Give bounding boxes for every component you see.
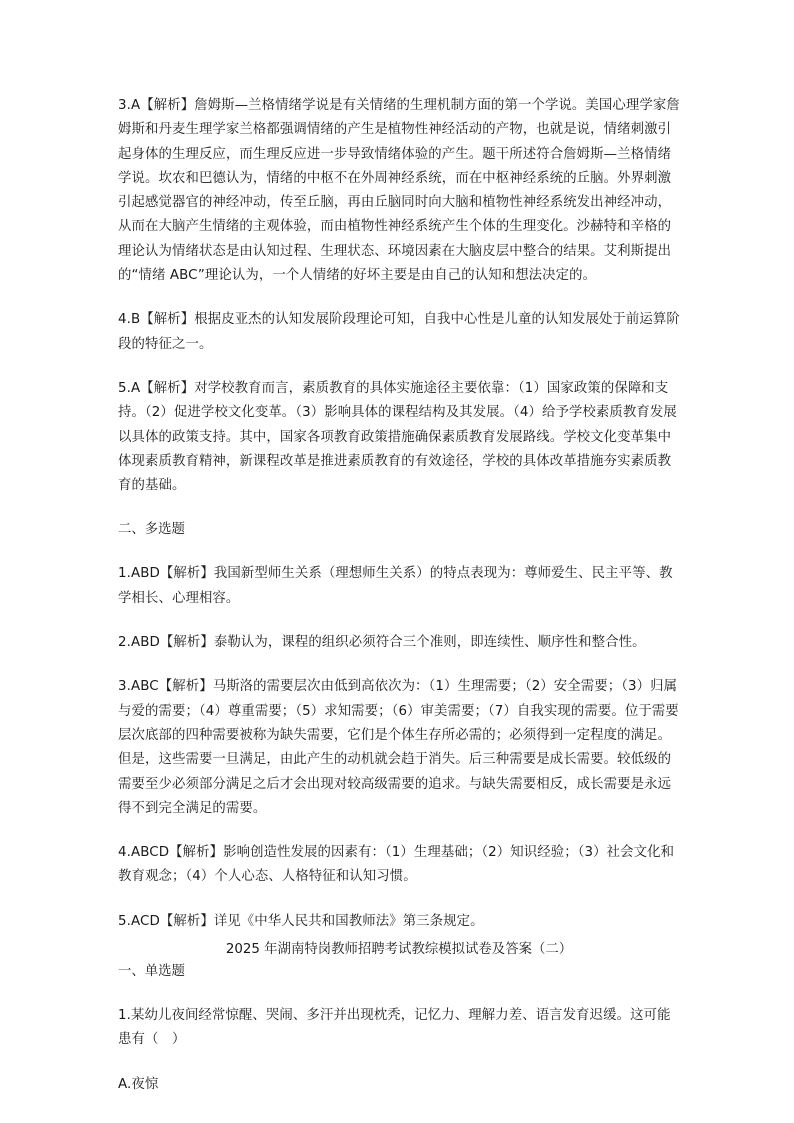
document-page (118, 94, 680, 1117)
multi-answer-5: 5.ACD【解析】详见《中华人民共和国教师法》第三条规定。 (118, 913, 484, 929)
document-title: 2025 年湖南特岗教师招聘考试教综模拟试卷及答案（二） (225, 942, 573, 958)
answer-4: 4.B【解析】根据皮亚杰的认知发展阶段理论可知，自我中心性是儿童的认知发展处于前运算阶段的特征之一。 (118, 312, 680, 352)
multi-answer-3: 3.ABC【解析】马斯洛的需要层次由低到高依次为：（1）生理需要；（2）安全需要；（3）归属与爱的需要；（4）尊重需要；（5）求知需要；（6）审美需要；（7）自我实现的需要。位于需要层次底部的四种需要被称为缺失需要，它们是个体生存所必需的；必须得到一定程度的满足。但是，这些需要一旦满足，由此产生的动机就会趋于消失。后三种需要是成长需要。较低级的需要至少必须部分满足之后才会出现对较高级需要的追求。与缺失需要相反，成长需要是永远得不到完全满足的需要。 (118, 679, 679, 816)
multi-answer-1: 1.ABD【解析】我国新型师生关系（理想师生关系）的特点表现为：尊师爱生、民主平等、教学相长、心理相容。 (118, 566, 673, 606)
multi-answer-4: 4.ABCD【解析】影响创造性发展的因素有：（1）生理基础；（2）知识经验；（3）社会文化和教育观念；（4）个人心态、人格特征和认知习惯。 (118, 845, 675, 885)
question-1-option-a: A.夜惊 (118, 1076, 159, 1092)
answer-3: 3.A【解析】詹姆斯—兰格情绪学说是有关情绪的生理机制方面的第一个学说。美国心理学家詹姆斯和丹麦生理学家兰格都强调情绪的产生是植物性神经活动的产物，也就是说，情绪刺激引起身体的生理反应，而生理反应进一步导致情绪体验的产生。题干所述符合詹姆斯—兰格情绪学说。坎农和巴德认为，情绪的中枢不在外周神经系统，而在中枢神经系统的丘脑。外界刺激引起感觉器官的神经冲动，传至丘脑，再由丘脑同时向大脑和植物性神经系统发出神经冲动，从而在大脑产生情绪的主观体验，而由植物性神经系统产生个体的生理变化。沙赫特和辛格的理论认为情绪状态是由认知过程、生理状态、环境因素在大脑皮层中整合的结果。艾利斯提出的“情绪 ABC”理论认为，一个人情绪的好坏主要是由自己的认知和想法决定的。 (118, 98, 680, 284)
section-heading-multiple-choice: 二、多选题 (118, 522, 185, 538)
answer-5: 5.A【解析】对学校教育而言，素质教育的具体实施途径主要依靠：（1）国家政策的保障和支持。（2）促进学校文化变革。（3）影响具体的课程结构及其发展。（4）给予学校素质教育发展以具体的政策支持。其中，国家各项教育政策措施确保素质教育发展路线。学校文化变革集中体现素质教育精神，新课程改革是推进素质教育的有效途径，学校的具体改革措施夯实素质教育的基础。 (118, 380, 677, 494)
question-1: 1.某幼儿夜间经常惊醒、哭闹、多汗并出现枕秃，记忆力、理解力差、语言发育迟缓。这可能患有（ ） (118, 1008, 671, 1048)
multi-answer-2: 2.ABD【解析】泰勒认为，课程的组织必须符合三个准则，即连续性、顺序性和整合性。 (118, 635, 646, 651)
section-heading-single-choice: 一、单选题 (118, 964, 185, 980)
